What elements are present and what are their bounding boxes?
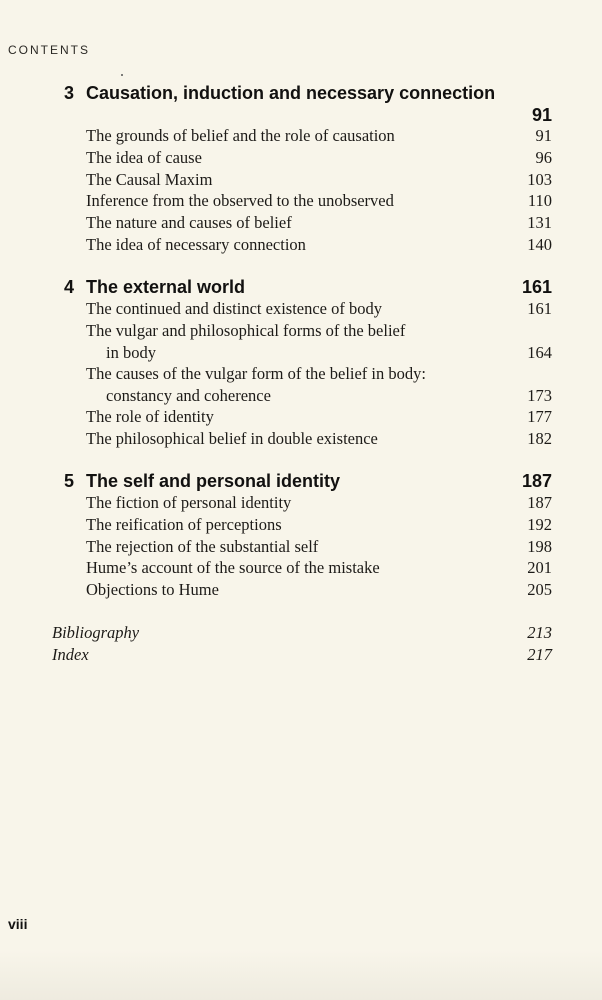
entry-label: Objections to Hume xyxy=(86,580,219,599)
entry-label: The idea of cause xyxy=(86,148,202,167)
toc-entry xyxy=(86,169,552,191)
chapter-title: The self and personal identity xyxy=(86,471,341,491)
chapter-number: 4 xyxy=(64,277,75,297)
entry-page-number: 201 xyxy=(527,558,552,577)
entry-page-number: 173 xyxy=(527,386,552,405)
entry-label: Inference from the observed to the unobserved xyxy=(86,191,394,210)
toc-entry xyxy=(86,212,552,234)
entry-page-number: 205 xyxy=(527,580,552,599)
entry-label: The nature and causes of belief xyxy=(86,213,292,232)
page-folio: viii xyxy=(8,916,28,932)
entry-label: The continued and distinct existence of body xyxy=(86,299,383,318)
entry-label: The grounds of belief and the role of causation xyxy=(86,126,395,145)
back-matter-page-number: 217 xyxy=(527,645,552,664)
entry-label: Hume’s account of the source of the mistake xyxy=(86,558,380,577)
entry-label: The vulgar and philosophical forms of the belief xyxy=(86,321,406,340)
toc-entry xyxy=(86,320,552,364)
entry-label-continuation: in body xyxy=(106,343,156,362)
back-matter-entry xyxy=(52,644,552,666)
chapter-heading xyxy=(64,276,552,298)
chapter-page-number: 91 xyxy=(531,105,552,125)
entry-page-number: 140 xyxy=(527,235,552,254)
back-matter-page-number: 213 xyxy=(527,623,552,642)
back-matter-label: Index xyxy=(52,645,89,664)
entry-label: The fiction of personal identity xyxy=(86,493,292,512)
toc-entry xyxy=(86,363,552,407)
page-edge-shadow xyxy=(0,950,602,1000)
entry-label: The causes of the vulgar form of the belief in body: xyxy=(86,364,426,383)
entry-page-number: 96 xyxy=(535,148,552,167)
chapter-heading xyxy=(64,82,552,126)
toc-entry xyxy=(86,125,552,147)
entry-page-number: 110 xyxy=(527,191,552,210)
chapter-page-number: 161 xyxy=(521,277,552,297)
back-matter-entry xyxy=(52,622,552,644)
entry-page-number: 161 xyxy=(527,299,552,318)
toc-entry xyxy=(86,579,552,601)
entry-label: The idea of necessary connection xyxy=(86,235,306,254)
entry-page-number: 198 xyxy=(527,537,552,556)
toc-entry xyxy=(86,428,552,450)
entry-page-number: 91 xyxy=(535,126,552,145)
toc-entry xyxy=(86,557,552,579)
toc-entry xyxy=(86,234,552,256)
entry-page-number: 164 xyxy=(527,343,552,362)
toc-entry xyxy=(86,492,552,514)
print-speck xyxy=(121,74,123,76)
toc-entry xyxy=(86,514,552,536)
chapter-number: 3 xyxy=(64,83,75,103)
entry-label: The Causal Maxim xyxy=(86,170,213,189)
entry-page-number: 192 xyxy=(527,515,552,534)
entry-label: The rejection of the substantial self xyxy=(86,537,319,556)
chapter-title: Causation, induction and necessary connection xyxy=(86,83,496,103)
chapter-number: 5 xyxy=(64,471,75,491)
toc-entry xyxy=(86,406,552,428)
toc-entry xyxy=(86,298,552,320)
chapter-heading xyxy=(64,470,552,492)
entry-page-number: 177 xyxy=(527,407,552,426)
entry-page-number: 131 xyxy=(527,213,552,232)
toc-entry xyxy=(86,147,552,169)
entry-label: The role of identity xyxy=(86,407,214,426)
entry-page-number: 187 xyxy=(527,493,552,512)
chapter-page-number: 187 xyxy=(521,471,552,491)
entry-page-number: 103 xyxy=(527,170,552,189)
toc-entry xyxy=(86,536,552,558)
back-matter-label: Bibliography xyxy=(52,623,140,642)
entry-label: The reification of perceptions xyxy=(86,515,282,534)
entry-page-number: 182 xyxy=(527,429,552,448)
toc-entry xyxy=(86,190,552,212)
entry-label-continuation: constancy and coherence xyxy=(106,386,271,405)
entry-label: The philosophical belief in double existence xyxy=(86,429,378,448)
running-head: CONTENTS xyxy=(8,43,90,57)
chapter-title: The external world xyxy=(86,277,246,297)
